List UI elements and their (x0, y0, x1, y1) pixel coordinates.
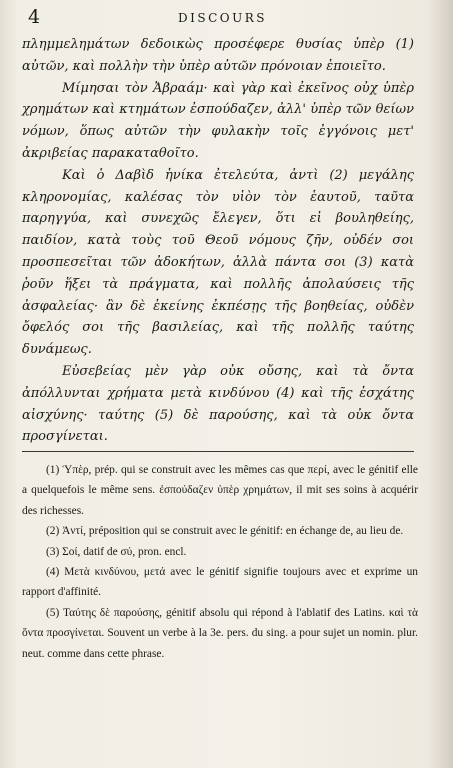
paragraph: πλημμελημάτων δεδοικὼς προσέφερε θυσίας ὑπὲρ (1) αὐτῶν, καὶ πολλὴν τὴν ὑπὲρ αὐτῶν πρόνοιαν ἐποιεῖτο. (22, 37, 414, 74)
footnotes (22, 460, 418, 664)
paragraph: Καὶ ὁ Δαβὶδ ἡνίκα ἐτελεύτα, ἀντὶ (2) μεγάλης κληρονομίας, καλέσας τὸν υἱὸν τὸν ἑαυτοῦ, ταῦτα παρηγγύα, καὶ συνεχῶς ἔλεγεν, ὅτι εἰ βουληθείης, παιδίον, κατὰ τοὺς τοῦ Θεοῦ νόμους ζῆν, οὐδέν σοι προσπεσεῖται τῶν ἀδοκήτων, ἀλλὰ πάντα σοι (3) κατὰ ῥοῦν ἥξει τὰ πράγματα, καὶ πολλῆς ἀπολαύσεις τῆς ἀσφαλείας· ἂν δὲ ἐκείνης ἐκπέσῃς τῆς βοηθείας, οὐδὲν ὄφελός σοι τῆς βασιλείας, καὶ τῆς πολλῆς ταύτης δυνάμεως. (22, 167, 414, 358)
main-text (22, 34, 414, 448)
paragraph: Εὐσεβείας μὲν γὰρ οὐκ οὔσης, καὶ τὰ ὄντα ἀπόλλυνται χρήματα μετὰ κινδύνου (4) καὶ τῆς ἐσχάτης αἰσχύνης· ταύτης (5) δὲ παρούσης, καὶ τὰ οὐκ ὄντα προσγίνεται. (22, 363, 414, 445)
footnote: (5) Ταύτης δὲ παρούσης, génitif absolu qui répond à l'ablatif des Latins. καὶ τὰ ὄντα προσγίνεται. Souvent un verbe à la 3e. pers. du sing. a pour sujet un nomin. plur. neut. comme dans cette phrase. (22, 606, 418, 660)
page-edge-shadow (427, 0, 453, 768)
page-header (28, 6, 426, 28)
footnote: (1) Ὑπὲρ, prép. qui se construit avec les mêmes cas que περί, avec le génitif elle a quelquefois le même sens. ἐσπούδαζεν ὑπὲρ χρημάτων, il mit ses soins à acquérir des richesses. (22, 464, 418, 517)
page-number: 4 (28, 6, 41, 28)
running-title: DISCOURS (178, 11, 267, 25)
footnote: (4) Μετὰ κινδύνου, μετά avec le génitif signifie toujours avec et exprime un rapport d'affinité. (22, 566, 418, 599)
paragraph: Μίμησαι τὸν Ἀβραάμ· καὶ γὰρ καὶ ἐκεῖνος οὐχ ὑπὲρ χρημάτων καὶ κτημάτων ἐσπούδαζεν, ἀλλ' ὑπὲρ τῶν θείων νόμων, ὅπως αὐτῶν τὴν φυλακὴν τοῖς ἐγγόνοις μετ' ἀκριβείας παρακαταθοῖτο. (22, 80, 414, 161)
footnote: (2) Ἀντί, préposition qui se construit avec le génitif: en échange de, au lieu de. (46, 525, 404, 538)
footnote: (3) Σοί, datif de σύ, pron. encl. (46, 545, 187, 558)
footnote-divider (22, 451, 414, 452)
